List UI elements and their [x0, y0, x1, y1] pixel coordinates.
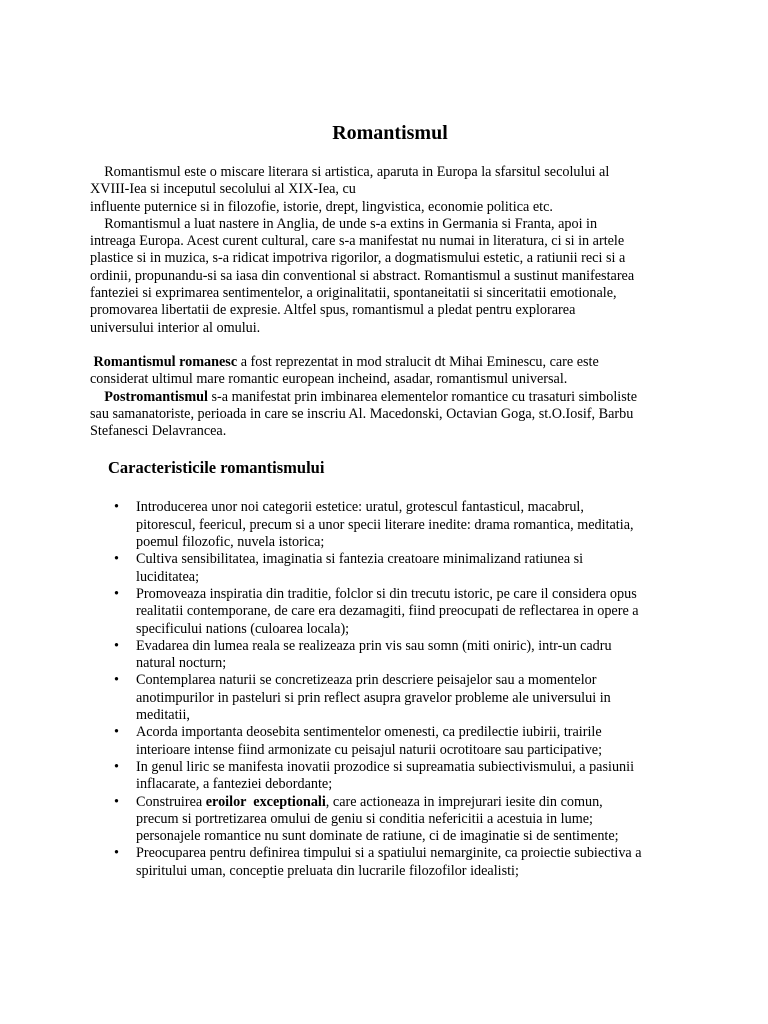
text-line: fanteziei si exprimarea sentimentelor, a originalitatii, spontaneitatii si sinceritatii emotionale, — [90, 285, 617, 302]
list-item — [90, 759, 690, 794]
text-line: intreaga Europa. Acest curent cultural, care s-a manifestat nu numai in literatura, ci si in artele — [90, 233, 625, 250]
text-line: inflacarate, a fanteziei debordante; — [136, 776, 333, 793]
text-line: influente puternice si in filozofie, istorie, drept, lingvistica, economie politica etc. — [90, 198, 553, 215]
bullet-icon: • — [114, 724, 119, 741]
text-line: Contemplarea naturii se concretizeaza prin descriere peisajelor sau a momentelor — [136, 672, 597, 689]
text-line: Romantismul este o miscare literara si artistica, aparuta in Europa la sfarsitul secolului al — [90, 164, 610, 180]
section-heading: Caracteristicile romantismului — [108, 458, 325, 478]
text-line: promovarea libertatii de expresie. Altfel spus, romantismul a pledat pentru explorarea — [90, 302, 576, 319]
bullet-icon: • — [114, 758, 119, 775]
intro-paragraph-2 — [90, 216, 690, 337]
text-line: precum si portretizarea omului de geniu si conditia nefericitii a acestuia in lume; — [136, 810, 593, 827]
text-line: spiritului uman, conceptie preluata din lucrarile filozofilor idealisti; — [136, 862, 519, 879]
text-line: ordinii, propunandu-si sa iasa din conventional si abstract. Romantismul a sustinut manifestarea — [90, 267, 635, 284]
text-line: luciditatea; — [136, 568, 200, 585]
list-item — [90, 724, 690, 759]
text-fragment: Construirea — [136, 793, 206, 810]
bold-term: eroilor exceptionali — [205, 793, 326, 810]
text-line: considerat ultimul mare romantic european incheind, asadar, romantismul universal. — [90, 371, 568, 388]
text-line: Introducerea unor noi categorii estetice: uratul, grotescul fantasticul, macabrul, — [136, 499, 584, 516]
list-item — [90, 551, 690, 586]
text-line: pitorescul, feericul, precum si a unor specii literare inedite: drama romantica, meditatia, — [136, 516, 634, 533]
text-line: Promoveaza inspiratia din traditie, folclor si din trecutu istoric, pe care il considera opus — [136, 585, 637, 602]
text-line: Evadarea din lumea reala se realizeaza prin vis sau somn (miti oniric), intr-un cadru — [136, 637, 612, 654]
text-line: specificului nations (culoarea locala); — [136, 620, 350, 637]
bold-term: Romantismul romanesc — [93, 353, 238, 370]
text-fragment: s-a manifestat prin imbinarea elementelor romantice cu trasaturi simboliste — [207, 388, 637, 405]
text-fragment: , care actioneaza in imprejurari iesite din comun, — [325, 793, 603, 810]
text-line: interioare intense fiind armonizate cu peisajul naturii ocrotitoare sau participative; — [136, 741, 603, 758]
text-line: plastice si in muzica, s-a ridicat impotriva rigorilor, a dogmatismului estetic, a ratiunii reci si a — [90, 250, 626, 267]
intro-paragraph-1 — [90, 164, 690, 216]
text-line: Acorda importanta deosebita sentimentelor omenesti, ca predilectie iubirii, trairile — [136, 724, 602, 741]
bold-term: Postromantismul — [104, 388, 208, 405]
text-line: meditatii, — [136, 707, 190, 724]
text-line: poemul filozofic, nuvela istorica; — [136, 534, 325, 551]
text-line: Preocuparea pentru definirea timpului si a spatiului nemarginite, ca proiectie subiectiva a — [136, 845, 642, 862]
text-line: universului interior al omului. — [90, 319, 261, 336]
list-item — [90, 638, 690, 673]
text-line: sau samanatoriste, perioada in care se inscriu Al. Macedonski, Octavian Goga, st.O.Iosif, Barbu — [90, 405, 634, 422]
bullet-icon: • — [114, 585, 119, 602]
text-line: natural nocturn; — [136, 655, 227, 672]
romanian-romanticism-paragraph — [90, 354, 690, 389]
text-line: Stefanesci Delavrancea. — [90, 423, 227, 440]
bullet-icon: • — [114, 637, 119, 654]
postromanticism-paragraph — [90, 389, 690, 441]
text-line: In genul liric se manifesta inovatii prozodice si supreamatia subiectivismului, a pasiunii — [136, 758, 635, 775]
text-line: Cultiva sensibilitatea, imaginatia si fantezia creatoare minimalizand ratiunea si — [136, 551, 584, 568]
list-item — [90, 845, 690, 880]
bullet-icon: • — [114, 551, 119, 568]
bullet-icon: • — [114, 793, 119, 810]
text-line: XVIII-Iea si inceputul secolului al XIX-Iea, cu — [90, 181, 356, 198]
text-line: Romantismul a luat nastere in Anglia, de unde s-a extins in Germania si Franta, apoi in — [90, 215, 598, 232]
text-line: personajele romantice nu sunt dominate de ratiune, ci de imaginatie si de sentimente; — [136, 828, 619, 845]
bullet-icon: • — [114, 845, 119, 862]
bullet-icon: • — [114, 672, 119, 689]
list-item — [90, 794, 690, 846]
page-title: Romantismul — [332, 122, 448, 144]
text-fragment: a fost reprezentat in mod stralucit dt Mihai Eminescu, care este — [237, 353, 599, 370]
characteristics-list — [90, 499, 690, 880]
bullet-icon: • — [114, 499, 119, 516]
text-line: realitatii contemporane, de care era dezamagiti, fiind preocupati de reflectarea in opere a — [136, 603, 639, 620]
document-page — [90, 120, 690, 880]
list-item — [90, 672, 690, 724]
list-item — [90, 586, 690, 638]
list-item — [90, 499, 690, 551]
text-line: anotimpurilor in pasteluri si prin reflect asupra gravelor probleme ale universului in — [136, 689, 611, 706]
